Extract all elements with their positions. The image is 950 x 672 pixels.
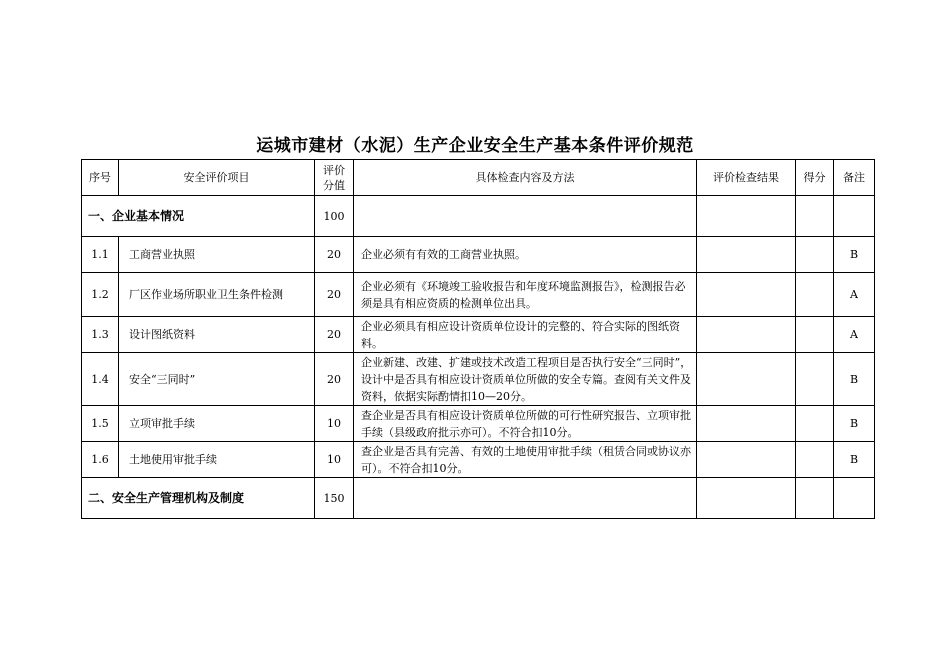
section-score: 100 [315,196,354,237]
table-cell [834,478,875,519]
row-score: 20 [315,353,354,406]
header-item: 安全评价项目 [119,160,315,196]
row-content: 企业必须有《环境竣工验收报告和年度环境监测报告》，检测报告必须是具有相应资质的检测单位出具。 [354,273,697,317]
row-content: 查企业是否具有相应设计资质单位所做的可行性研究报告、立项审批手续（县级政府批示亦可）。不符合扣10分。 [354,406,697,442]
row-content: 查企业是否具有完善、有效的土地使用审批手续（租赁合同或协议亦可）。不符合扣10分。 [354,442,697,478]
section-row [82,196,875,237]
row-result [697,406,796,442]
table-row [82,273,875,317]
row-remark: A [834,317,875,353]
table-cell [834,196,875,237]
header-score [315,160,354,196]
row-remark: B [834,237,875,273]
section-title: 二、安全生产管理机构及制度 [82,478,315,519]
row-result [697,442,796,478]
header-score-line1: 评价 [323,163,345,177]
header-content: 具体检查内容及方法 [354,160,697,196]
section-title: 一、企业基本情况 [82,196,315,237]
table-cell [354,478,697,519]
row-result [697,317,796,353]
row-content: 企业新建、改建、扩建或技术改造工程项目是否执行安全“三同时”，设计中是否具有相应设计资质单位所做的安全专篇。查阅有关文件及资料，依据实际酌情扣10—20分。 [354,353,697,406]
table-row [82,406,875,442]
table-cell [796,196,834,237]
row-result [697,273,796,317]
table-row [82,237,875,273]
row-score: 20 [315,273,354,317]
header-score-line2: 分值 [323,178,345,192]
row-remark: B [834,406,875,442]
row-no: 1.4 [82,353,119,406]
row-no: 1.3 [82,317,119,353]
header-points: 得分 [796,160,834,196]
row-item: 土地使用审批手续 [119,442,315,478]
row-score: 20 [315,237,354,273]
table-row [82,317,875,353]
header-remark: 备注 [834,160,875,196]
header-no: 序号 [82,160,119,196]
row-result [697,353,796,406]
table-row [82,353,875,406]
evaluation-table [81,159,875,519]
row-remark: A [834,273,875,317]
table-cell [354,196,697,237]
row-remark: B [834,442,875,478]
table-cell [796,478,834,519]
row-no: 1.5 [82,406,119,442]
row-content: 企业必须有有效的工商营业执照。 [354,237,697,273]
row-remark: B [834,353,875,406]
row-score: 10 [315,442,354,478]
header-result: 评价检查结果 [697,160,796,196]
row-content: 企业必须具有相应设计资质单位设计的完整的、符合实际的图纸资料。 [354,317,697,353]
row-no: 1.6 [82,442,119,478]
row-points [796,273,834,317]
row-points [796,317,834,353]
row-no: 1.1 [82,237,119,273]
table-row [82,442,875,478]
row-item: 厂区作业场所职业卫生条件检测 [119,273,315,317]
row-points [796,353,834,406]
section-score: 150 [315,478,354,519]
row-points [796,237,834,273]
section-row [82,478,875,519]
row-score: 10 [315,406,354,442]
document-title: 运城市建材（水泥）生产企业安全生产基本条件评价规范 [256,136,694,156]
row-item: 设计图纸资料 [119,317,315,353]
table-cell [697,196,796,237]
row-no: 1.2 [82,273,119,317]
row-item: 安全“三同时” [119,353,315,406]
row-item: 立项审批手续 [119,406,315,442]
table-header-row [82,160,875,196]
row-points [796,406,834,442]
table-cell [697,478,796,519]
row-score: 20 [315,317,354,353]
row-points [796,442,834,478]
row-result [697,237,796,273]
row-item: 工商营业执照 [119,237,315,273]
